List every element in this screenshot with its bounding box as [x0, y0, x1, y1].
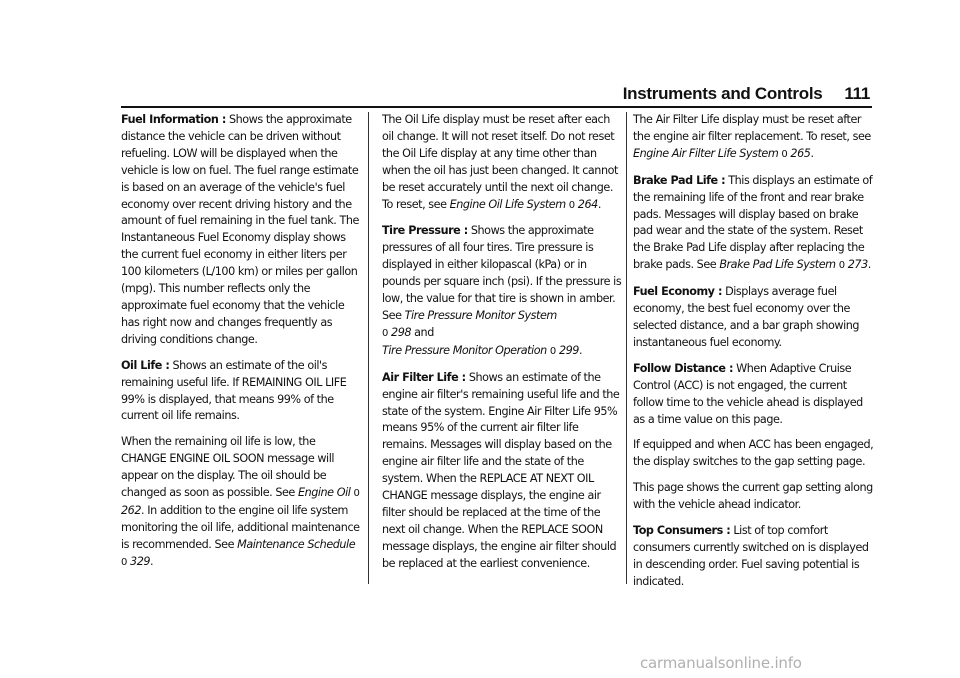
top-consumers-term: Top Consumers : — [633, 524, 731, 538]
fuel-economy-text: Displays average fuel economy, the best fuel economy over the selected distance, and a bar graph showing instantaneous fuel economy. — [633, 285, 860, 349]
sentence-period: . — [578, 343, 583, 357]
watermark: carmanualsonline.info — [640, 654, 802, 672]
engine-oil-life-system-link[interactable]: Engine Oil Life System — [449, 197, 566, 211]
page-ref-arrow-icon: 0 — [838, 260, 845, 272]
oil-reset-paragraph — [382, 112, 624, 214]
brake-pad-life-term: Brake Pad Life : — [633, 173, 726, 187]
air-filter-life-paragraph — [382, 370, 624, 573]
air-filter-life-term: Air Filter Life : — [382, 370, 466, 384]
top-consumers-text: List of top comfort consumers currently switched on is displayed in descending order. Fuel saving potential is indicated. — [633, 524, 869, 588]
sentence-period: . — [810, 146, 814, 160]
engine-oil-life-system-page-link[interactable]: 264 — [577, 197, 598, 211]
brake-pad-life-system-page-link[interactable]: 273 — [847, 258, 868, 272]
section-title: Instruments and Controls — [622, 84, 823, 103]
header-rule — [121, 106, 872, 108]
fuel-information-term: Fuel Information : — [121, 113, 226, 126]
tire-pressure-monitor-system-page-link[interactable]: 298 — [391, 325, 412, 339]
column-divider-2 — [626, 112, 627, 584]
top-consumers-paragraph — [633, 523, 875, 591]
tire-pressure-monitor-operation-page-link[interactable]: 299 — [558, 343, 579, 357]
engine-oil-page-link[interactable]: 262 — [121, 503, 142, 517]
low-oil-paragraph — [121, 434, 363, 571]
oil-life-term: Oil Life : — [121, 358, 170, 372]
gap-setting-paragraph: This page shows the current gap setting along with the vehicle ahead indicator. — [633, 481, 873, 512]
follow-distance-term: Follow Distance : — [633, 361, 734, 375]
brake-pad-life-system-link[interactable]: Brake Pad Life System — [719, 258, 836, 272]
page-ref-arrow-icon: 0 — [568, 199, 575, 211]
page-ref-arrow-icon: 0 — [353, 488, 360, 500]
page-ref-arrow-icon: 0 — [781, 148, 788, 160]
page-header — [623, 84, 870, 104]
follow-distance-text: When Adaptive Cruise Control (ACC) is not engaged, the current follow time to the vehicle ahead is displayed as a time value on this page. — [633, 361, 863, 426]
tire-pressure-term: Tire Pressure : — [382, 224, 468, 238]
brake-pad-life-text: This displays an estimate of the remaining life of the front and rear brake pads. Messages will display based on brake pad wear and the state of the system. Reset the Brake Pad Life display after replacing the brake pads. See — [633, 173, 873, 272]
tire-pressure-text: Shows the approximate pressures of all four tires. Tire pressure is displayed in either kilopascal (kPa) or in pounds per square inch (psi). If the pressure is low, the value for that tire is shown in amber. See — [382, 224, 622, 322]
page-ref-arrow-icon: 0 — [121, 556, 127, 568]
fuel-economy-term: Fuel Economy : — [633, 285, 722, 299]
column-3 — [633, 112, 875, 600]
column-divider-1 — [368, 112, 369, 584]
tire-pressure-monitor-operation-link[interactable]: Tire Pressure Monitor Operation — [382, 343, 547, 357]
sentence-period: . — [597, 197, 601, 211]
engine-air-filter-life-system-link[interactable]: Engine Air Filter Life System — [633, 146, 779, 160]
and-text: and — [414, 325, 434, 339]
fuel-information-text: Shows the approximate distance the vehicle can be driven without refueling. LOW will be displayed when the vehicle is low on fuel. The fuel range estimate is based on an average of the vehicle's fuel economy over recent driving history and the amount of fuel remaining in the fuel tank. The Instantaneous Fuel Economy display shows the current fuel economy in either liters per 100 kilometers (L/100 km) or miles per gallon (mpg). This number reflects only the approximate fuel economy that the vehicle has right now and changes frequently as driving conditions change. — [121, 113, 359, 346]
page-ref-arrow-icon: 0 — [549, 345, 556, 357]
page-ref-arrow-icon: 0 — [382, 327, 388, 339]
oil-life-paragraph — [121, 358, 363, 426]
air-filter-reset-paragraph — [633, 112, 875, 164]
maintenance-schedule-link[interactable]: Maintenance Schedule — [237, 537, 356, 551]
fuel-economy-paragraph — [633, 284, 875, 352]
engine-oil-link[interactable]: Engine Oil — [297, 486, 351, 500]
column-2 — [382, 112, 624, 582]
engine-air-filter-life-system-page-link[interactable]: 265 — [790, 146, 811, 160]
acc-engaged-paragraph: If equipped and when ACC has been engaged, the display switches to the gap setting page. — [633, 438, 874, 469]
air-filter-reset-text: The Air Filter Life display must be reset after the engine air filter replacement. To reset, see — [633, 113, 871, 143]
column-1 — [121, 112, 363, 581]
tire-pressure-paragraph — [382, 223, 624, 360]
sentence-period: . — [150, 554, 154, 568]
brake-pad-life-paragraph — [633, 173, 875, 275]
follow-distance-paragraph — [633, 361, 875, 429]
air-filter-life-text: Shows an estimate of the engine air filter's remaining useful life and the state of the system. Engine Air Filter Life 95% means 95% of the current air filter life remains. Messages will display based on the engine air filter life and the state of the system. When the REPLACE AT NEXT OIL CHANGE message displays, the engine air filter should be replaced at the time of the next oil change. When the REPLACE SOON message displays, the engine air filter should be replaced at the earliest convenience. — [382, 370, 620, 570]
sentence-period: . — [867, 258, 871, 272]
oil-life-text: Shows an estimate of the oil's remaining useful life. If REMAINING OIL LIFE 99% is displayed, that means 99% of the current oil life remains. — [121, 358, 347, 423]
low-oil-text: When the remaining oil life is low, the CHANGE ENGINE OIL SOON message will appear on the display. The oil should be changed as soon as possible. See — [121, 435, 335, 500]
tire-pressure-monitor-system-link[interactable]: Tire Pressure Monitor System — [404, 308, 557, 322]
fuel-information-paragraph — [121, 112, 363, 349]
oil-reset-text: The Oil Life display must be reset after each oil change. It will not reset itself. Do not reset the Oil Life display at any time other than when the oil has just been changed. It cannot be reset accurately until the next oil change. To reset, see — [382, 113, 618, 211]
maintenance-schedule-page-link[interactable]: 329 — [130, 554, 151, 568]
low-oil-text-2: . In addition to the engine oil life system monitoring the oil life, additional maintenance is recommended. See — [121, 503, 360, 551]
page-number: 111 — [844, 84, 870, 103]
